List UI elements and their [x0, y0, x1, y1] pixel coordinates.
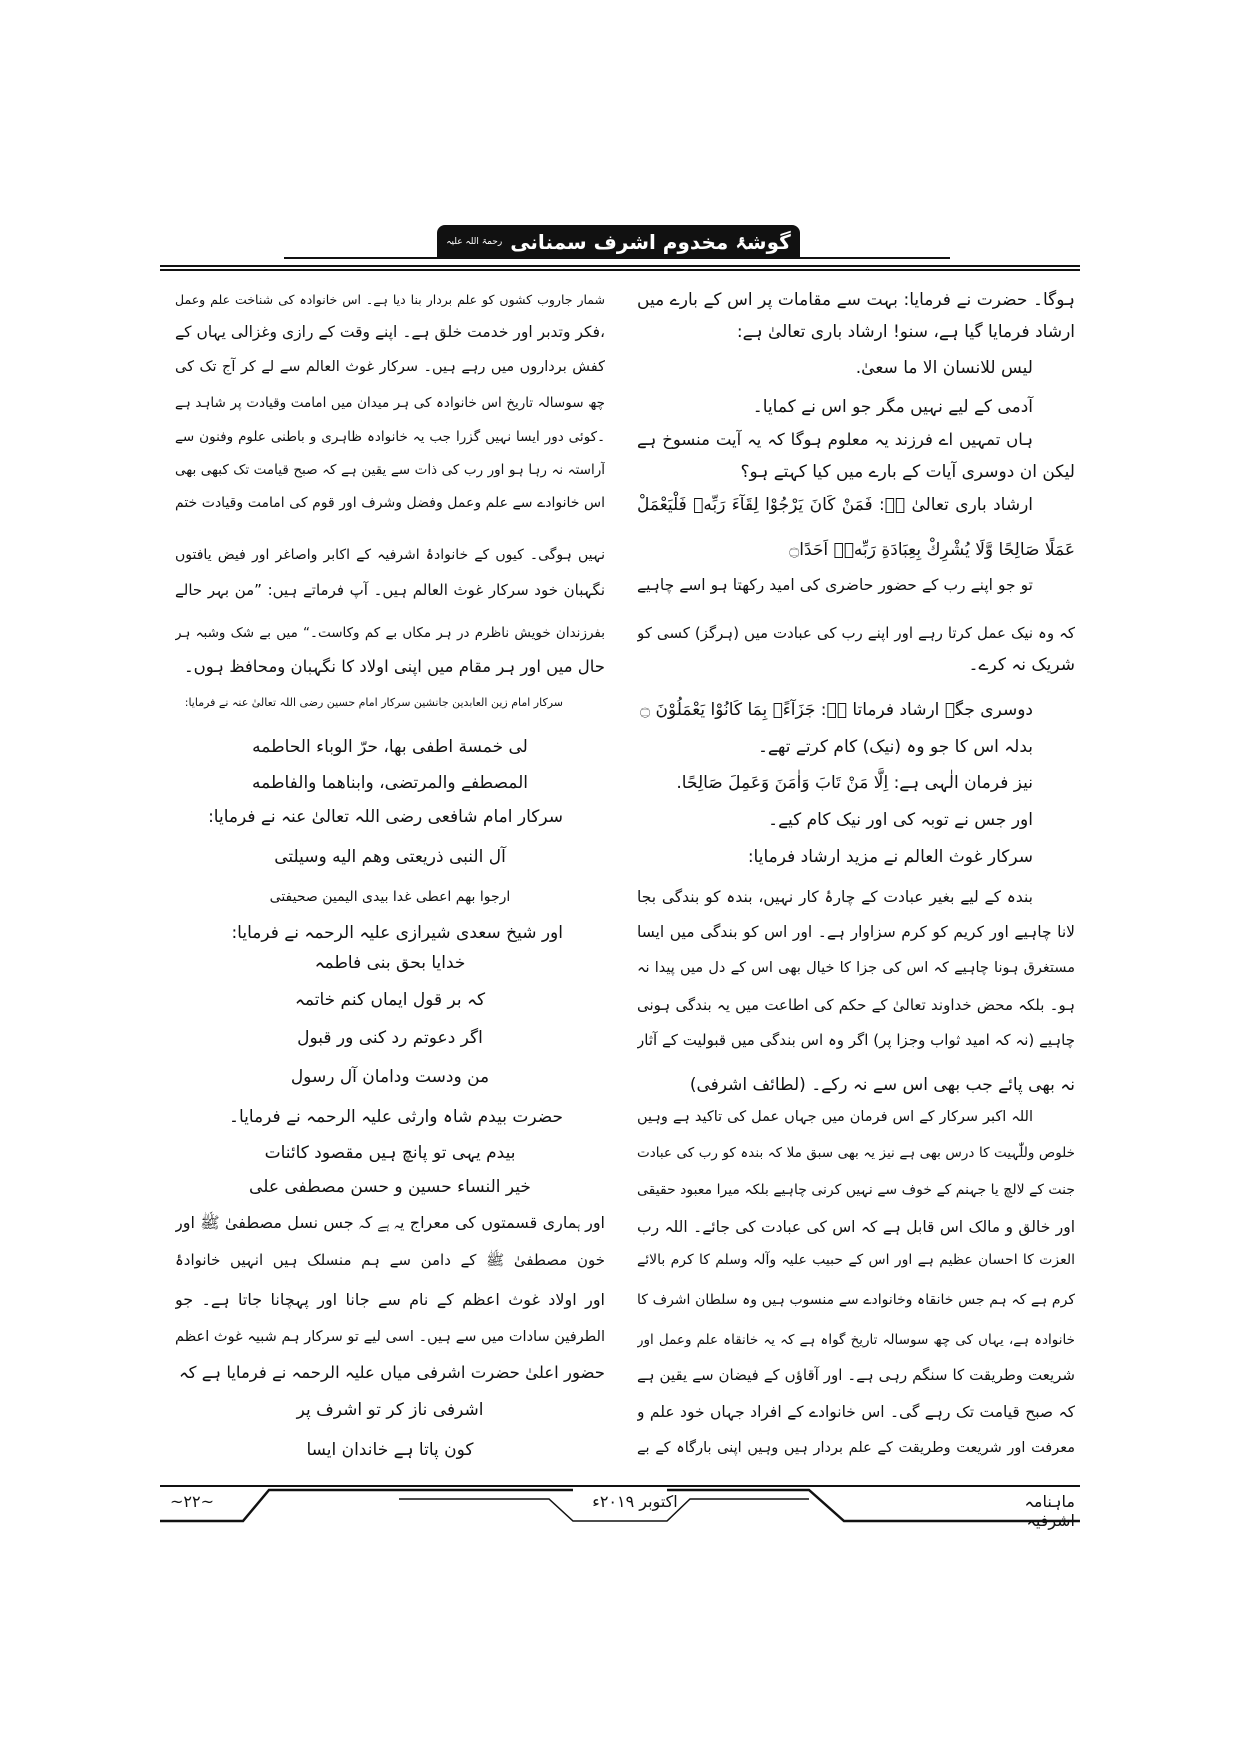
text-line: بدلہ اس کا جو وہ (نیک) کام کرتے تھے۔	[757, 737, 1033, 757]
text-line: اس خانوادے سے علم وعمل وفضل وشرف اور قوم کی امامت وقیادت ختم	[175, 495, 605, 511]
text-line: خون مصطفیٰ ﷺ کے دامن سے ہم منسلک ہیں انہیں خانوادۂ	[175, 1251, 605, 1269]
text-line: عَمَلًا صَالِحًا وَّلَا يُشْرِكْ بِعِبَادَةِ رَبِّهٖۤ اَحَدًا۝	[789, 540, 1075, 560]
verse-line: کون پاتا ہے خاندان ایسا	[306, 1440, 474, 1460]
text-line: سرکار غوث العالم نے مزید ارشاد فرمایا:	[747, 847, 1033, 867]
text-line: آدمی کے لیے نہیں مگر جو اس نے کمایا۔	[752, 397, 1033, 417]
magazine-name: ماہنامہ اشرفیہ	[1024, 1492, 1075, 1530]
text-line: اور ہماری قسمتوں کی معراج یہ ہے کہ جس نسل مصطفیٰ ﷺ اور	[175, 1213, 605, 1232]
text-line: سرکار امام زین العابدین جانشین سرکار امام حسین رضی اللہ تعالیٰ عنہ نے فرمایا:	[184, 696, 563, 709]
issue-date: اکتوبر ۲۰۱۹ء	[592, 1492, 678, 1511]
text-line: تو جو اپنے رب کے حضور حاضری کی امید رکھتا ہو اسے چاہیے	[637, 576, 1033, 594]
text-line: نہ بھی پائے جب بھی اس سے نہ رکے۔ (لطائف اشرفی)	[689, 1075, 1075, 1095]
verse-line: خدایا بحق بنی فاطمہ	[314, 953, 466, 973]
text-line: نہیں ہوگی۔ کیوں کے خانوادۂ اشرفیہ کے اکابر واصاغر اور فیض یافتوں	[175, 547, 605, 563]
verse-line: بیدم یہی تو پانچ ہیں مقصود کائنات	[264, 1143, 516, 1163]
text-line: شریعت وطریقت کا سنگم رہی ہے۔ اور آقاؤں کے فیضان سے یقین ہے	[637, 1366, 1075, 1384]
section-title: گوشۂ مخدوم اشرف سمنانی	[510, 230, 791, 254]
text-line: چاہیے (نہ کہ امید ثواب وجزا پر) اگر وہ اس بندگی میں قبولیت کے آثار	[637, 1031, 1075, 1049]
text-line: ارشاد باری تعالیٰ ہے: فَمَنْ كَانَ يَرْجُوْا لِقَآءَ رَبِّهٖ فَلْيَعْمَلْ	[637, 495, 1033, 515]
text-line: ہوگا۔ حضرت نے فرمایا: بہت سے مقامات پر اس کے بارے میں	[637, 290, 1075, 310]
text-line: لانا چاہیے اور کریم کو کرم سزاوار ہے۔ اور اس کو بندگی میں ایسا	[637, 923, 1075, 941]
text-line: لیکن ان دوسری آیات کے بارے میں کیا کہتے ہو؟	[740, 462, 1075, 482]
text-line: ہو۔ بلکہ محض خداوند تعالیٰ کے حکم کی اطاعت میں یہ بندگی ہونی	[637, 996, 1075, 1014]
text-line: کفش برداروں میں رہے ہیں۔ سرکار غوث العالم سے لے کر آج تک کی	[175, 359, 605, 375]
text-line: ارشاد فرمایا گیا ہے، سنو! ارشاد باری تعالیٰ ہے:	[736, 322, 1075, 342]
text-line: حال میں اور ہر مقام میں اپنی اولاد کا نگہبان ومحافظ ہوں۔	[184, 657, 605, 676]
text-line: سرکار امام شافعی رضی اللہ تعالیٰ عنہ نے فرمایا:	[208, 807, 563, 827]
text-line: کرم ہے کہ ہم جس خانقاہ وخانوادے سے منسوب ہیں وہ سلطان اشرف کا	[637, 1292, 1075, 1308]
text-line: اور خالق و مالک اس قابل ہے کہ اس کی عبادت کی جائے۔ اللہ رب	[637, 1218, 1075, 1236]
text-line: بفرزندان خویش ناظرم در ہر مکاں بے کم وکاست۔“ میں بے شک وشبہ ہر	[175, 625, 605, 641]
text-line: آراستہ نہ رہا ہو اور رب کی ذات سے یقین ہے کہ صبح قیامت تک کبھی بھی	[175, 462, 605, 478]
text-line: شمار جاروب کشوں کو علم بردار بنا دیا ہے۔ اس خانوادہ کی شناخت علم وعمل	[175, 292, 605, 307]
verse-line: المصطفے والمرتضی، وابناهما والفاطمه	[252, 773, 528, 793]
text-line: کہ صبح قیامت تک رہے گی۔ اس خانوادے کے افراد جہاں خود علم و	[637, 1403, 1075, 1421]
text-line: مستغرق ہونا چاہیے کہ اس کی جزا کا خیال بھی اس کے دل میں پیدا نہ	[637, 960, 1075, 976]
text-line: حضرت بیدم شاہ وارثی علیہ الرحمہ نے فرمایا۔	[229, 1107, 563, 1127]
honorific: رحمۃ اللہ علیہ	[446, 237, 503, 247]
text-line: لیس للانسان الا ما سعیٰ.	[855, 358, 1033, 378]
text-line: معرفت اور شریعت وطریقت کے علم بردار ہیں وہیں اپنی بارگاہ کے بے	[637, 1440, 1075, 1456]
verse-line: اگر دعوتم رد کنی ور قبول	[297, 1028, 483, 1048]
text-line: دوسری جگہ ارشاد فرماتا ہے: جَزَآءًۢ بِمَا كَانُوْا يَعْمَلُوْنَ ۝	[640, 700, 1033, 720]
text-line: جنت کے لالچ یا جہنم کے خوف سے نہیں کرنی چاہیے بلکہ میرا معبود حقیقی	[637, 1182, 1075, 1198]
text-line: نگہبان خود سرکار غوث العالم ہیں۔ آپ فرماتے ہیں: ”من بہر حالے	[175, 581, 605, 599]
text-line: ،فکر وتدبر اور خدمت خلق ہے۔ اپنے وقت کے رازی وغزالی یہاں کے	[175, 323, 605, 341]
verse-line: آل النبی ذریعتی وهم الیه وسیلتی	[274, 847, 506, 867]
verse-line: کہ بر قول ایماں کنم خاتمہ	[294, 990, 486, 1010]
text-line: ۔کوئی دور ایسا نہیں گزرا جب یہ خانوادہ ظاہری و باطنی علوم وفنون سے	[175, 429, 605, 445]
verse-line: من ودست ودامان آل رسول	[290, 1067, 490, 1087]
verse-line: ارجوا بهم اعطی غدا بیدی الیمین صحیفتی	[269, 889, 511, 905]
text-line: حضور اعلیٰ حضرت اشرفی میاں علیہ الرحمہ نے فرمایا ہے کہ	[178, 1363, 605, 1382]
text-line: بندہ کے لیے بغیر عبادت کے چارۂ کار نہیں، بندہ کو بندگی بجا	[637, 888, 1033, 906]
text-line: نیز فرمان الٰہی ہے: اِلَّا مَنْ تَابَ وَاٰمَنَ وَعَمِلَ صَالِحًا.	[676, 773, 1033, 793]
verse-line: خیر النساء حسین و حسن مصطفی علی	[249, 1177, 531, 1197]
text-line: اور شیخ سعدی شیرازی علیہ الرحمہ نے فرمایا:	[231, 923, 563, 943]
text-line: کہ وہ نیک عمل کرتا رہے اور اپنے رب کی عبادت میں (ہرگز) کسی کو	[637, 624, 1075, 642]
text-line: خلوص وللّٰہیت کا درس بھی ہے نیز یہ بھی سبق ملا کہ بندہ کو رب کی عبادت	[637, 1145, 1075, 1161]
verse-line: اشرفی ناز کر تو اشرف پر	[296, 1400, 484, 1420]
text-line: چھ سوسالہ تاریخ اس خانوادہ کی ہر میدان میں امامت وقیادت پر شاہد ہے	[175, 395, 605, 411]
text-line: الطرفین سادات میں سے ہیں۔ اسی لیے تو سرکار ہم شبیہ غوث اعظم	[175, 1329, 605, 1345]
text-line: شریک نہ کرے۔	[968, 655, 1075, 675]
text-line: العزت کا احسان عظیم ہے اور اس کے حبیب علیہ وآلہ وسلم کا کرم بالائے	[637, 1252, 1075, 1268]
text-line: اور اولاد غوث اعظم کے نام سے جانا اور پہچانا جاتا ہے۔ جو	[175, 1290, 605, 1309]
text-line: اور جس نے توبہ کی اور نیک کام کیے۔	[768, 810, 1033, 830]
text-line: ہاں تمہیں اے فرزند یہ معلوم ہوگا کہ یہ آیت منسوخ ہے	[637, 430, 1033, 449]
verse-line: لی خمسة اطفی بها، حرّ الوباء الحاطمه	[252, 737, 528, 757]
page-number: ~۲۲~	[170, 1492, 214, 1511]
text-line: اللہ اکبر سرکار کے اس فرمان میں جہاں عمل کی تاکید ہے وہیں	[637, 1109, 1033, 1125]
text-line: خانوادہ ہے، یہاں کی چھ سوسالہ تاریخ گواہ ہے کہ یہ خانقاہ علم وعمل اور	[637, 1332, 1075, 1348]
